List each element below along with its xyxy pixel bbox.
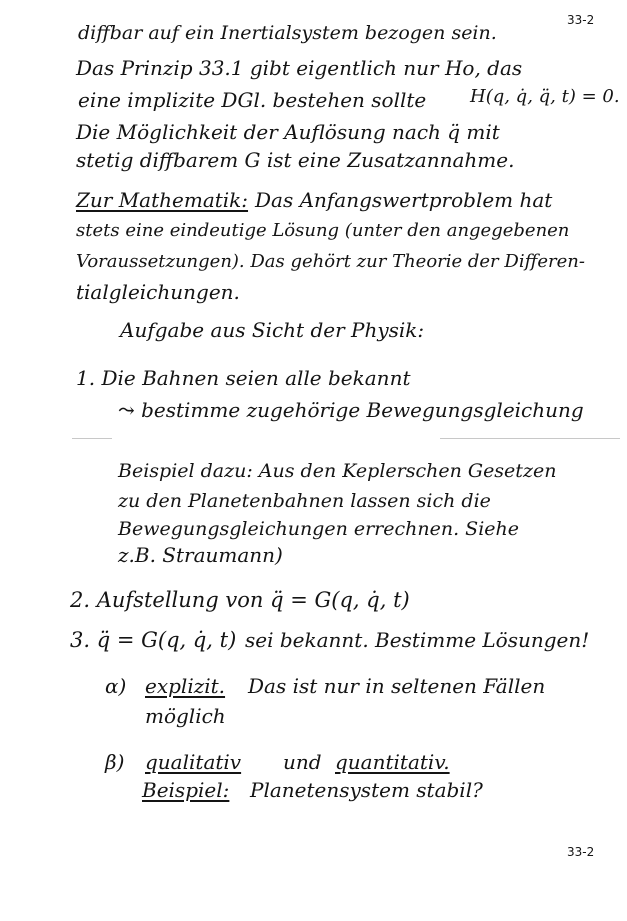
example-line: zu den Planetenbahnen lassen sich die xyxy=(118,490,491,512)
list-item-formula: 3. q̈ = G(q, q̇, t) xyxy=(70,628,237,652)
page-number-bottom: 33-2 xyxy=(567,845,595,859)
sub-item-marker: β) xyxy=(105,750,125,774)
text-line: Das Anfangswertproblem hat xyxy=(255,188,553,212)
text-line: stets eine eindeutige Lösung (unter den angegebenen xyxy=(76,220,570,241)
example-label: Beispiel: xyxy=(142,778,230,802)
text-line: diffbar auf ein Inertialsystem bezogen sein. xyxy=(78,22,497,44)
divider-right xyxy=(440,438,620,439)
sub-item-marker: α) xyxy=(105,674,127,698)
text-line: eine implizite DGl. bestehen sollte xyxy=(78,88,427,112)
sub-item-text: und xyxy=(283,750,322,774)
divider-left xyxy=(72,438,112,439)
section-heading-math: Zur Mathematik: xyxy=(76,188,249,212)
text-line: tialgleichungen. xyxy=(76,280,240,304)
section-heading-physics: Aufgabe aus Sicht der Physik: xyxy=(120,318,425,342)
text-line: Die Möglichkeit der Auflösung nach q̈ mit xyxy=(76,120,500,144)
text-line: stetig diffbarem G ist eine Zusatzannahme. xyxy=(76,148,515,172)
sub-item-keyword: qualitativ xyxy=(145,750,242,774)
list-item: sei bekannt. Bestimme Lösungen! xyxy=(245,628,590,652)
list-item: 2. Aufstellung von q̈ = G(q, q̇, t) xyxy=(70,588,410,612)
example-line: z.B. Straumann) xyxy=(118,543,283,567)
sub-item-keyword: quantitativ. xyxy=(335,750,450,774)
example-line: Bewegungsgleichungen errechnen. Siehe xyxy=(118,518,520,540)
page-number-top: 33-2 xyxy=(567,13,595,27)
example-line: Beispiel dazu: Aus den Keplerschen Gesetzen xyxy=(118,460,557,482)
sub-item-text: Das ist nur in seltenen Fällen xyxy=(248,674,546,698)
sub-item-text: Planetensystem stabil? xyxy=(250,778,483,802)
text-line: Das Prinzip 33.1 gibt eigentlich nur Ho, das xyxy=(76,56,523,80)
sub-item-text: möglich xyxy=(145,704,226,728)
text-line: Voraussetzungen). Das gehört zur Theorie der Differen- xyxy=(76,251,585,272)
list-item: 1. Die Bahnen seien alle bekannt xyxy=(76,366,411,390)
list-item-continuation: ⤳ bestimme zugehörige Bewegungsgleichung xyxy=(118,398,584,422)
sub-item-keyword: explizit. xyxy=(145,674,226,698)
formula: H(q, q̇, q̈, t) = 0. xyxy=(470,86,620,107)
